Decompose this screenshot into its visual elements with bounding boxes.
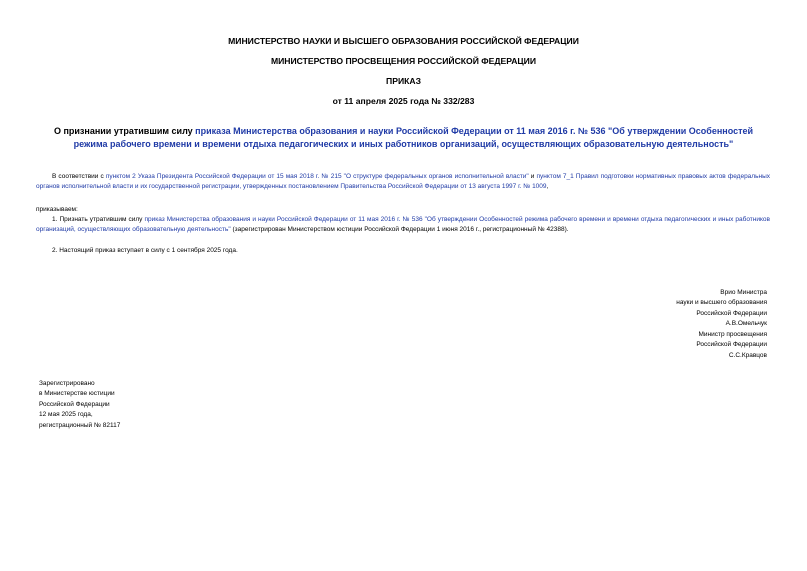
signature-block-science (676, 288, 767, 330)
item-1-link[interactable]: приказ Министерства образования и науки Российской Федерации от 11 мая 2016 г. № 536 "Об утверждении Особенностей режима рабочего времени и времени отдыха педагогических и иных работников организаций, осуществляющих образовательную деятельность" (36, 216, 770, 234)
registration-line-5: регистрационный № 82117 (39, 421, 121, 429)
signature-2-position-line-2: Российской Федерации (696, 341, 767, 349)
preamble-link-rules[interactable]: пунктом 7_1 Правил подготовки нормативных правовых актов федеральных органов исполнительной власти и их государственной регистрации, утвержденных постановлением Правительства Российской Федерации от 13 августа 1997 г. № 1009 (36, 173, 770, 191)
preamble-text-2: и (528, 173, 537, 180)
item-1-text-2: (зарегистрирован Министерством юстиции Российской Федерации 1 июня 2016 г., регистрационный № 42388). (230, 226, 569, 234)
registration-line-2: в Министерстве юстиции (39, 390, 115, 398)
item-1-paragraph (36, 215, 770, 236)
registration-block (39, 379, 120, 431)
signature-1-position-line-3: Российской Федерации (696, 309, 767, 317)
title-prefix: О признании утратившим силу (53, 126, 196, 136)
document-date-number: от 11 апреля 2025 года № 332/283 (332, 96, 475, 106)
registration-line-1: Зарегистрировано (39, 380, 95, 387)
title-link[interactable]: приказа Министерства образования и науки Российской Федерации от 11 мая 2016 г. № 536 "Об утверждении Особенностей режима рабочего времени и времени отдыха педагогических и иных работников организаций, осуществляющих образовательную деятельность" (73, 126, 754, 149)
document-type-heading: ПРИКАЗ (386, 76, 421, 86)
preamble-text-1: В соответствии с (52, 173, 106, 180)
preamble-text-3: , (546, 183, 549, 191)
signature-2-position-line-1: Министр просвещения (698, 331, 767, 338)
registration-line-4: 12 мая 2025 года, (39, 411, 93, 419)
signature-1-name: А.В.Омельчук (725, 320, 767, 328)
item-2-paragraph: 2. Настоящий приказ вступает в силу с 1 сентября 2025 года. (52, 247, 238, 254)
document-title (36, 125, 771, 150)
preamble-link-decree[interactable]: пунктом 2 Указа Президента Российской Федерации от 15 мая 2018 г. № 215 "О структуре федеральных органов исполнительной власти" (105, 173, 529, 180)
signature-1-position-line-1: Врио Министра (720, 289, 767, 296)
signature-block-education (696, 330, 767, 361)
ministry-education-heading: МИНИСТЕРСТВО ПРОСВЕЩЕНИЯ РОССИЙСКОЙ ФЕДЕРАЦИИ (270, 56, 537, 66)
signature-1-position-line-2: науки и высшего образования (676, 299, 767, 307)
registration-line-3: Российской Федерации (39, 400, 110, 408)
item-1-text-1: 1. Признать утратившим силу (52, 216, 145, 223)
ministry-science-heading: МИНИСТЕРСТВО НАУКИ И ВЫСШЕГО ОБРАЗОВАНИЯ РОССИЙСКОЙ ФЕДЕРАЦИИ (228, 36, 579, 46)
signature-2-name: С.С.Кравцов (728, 351, 767, 359)
order-word: приказываем: (36, 206, 78, 213)
preamble-paragraph (36, 172, 770, 193)
